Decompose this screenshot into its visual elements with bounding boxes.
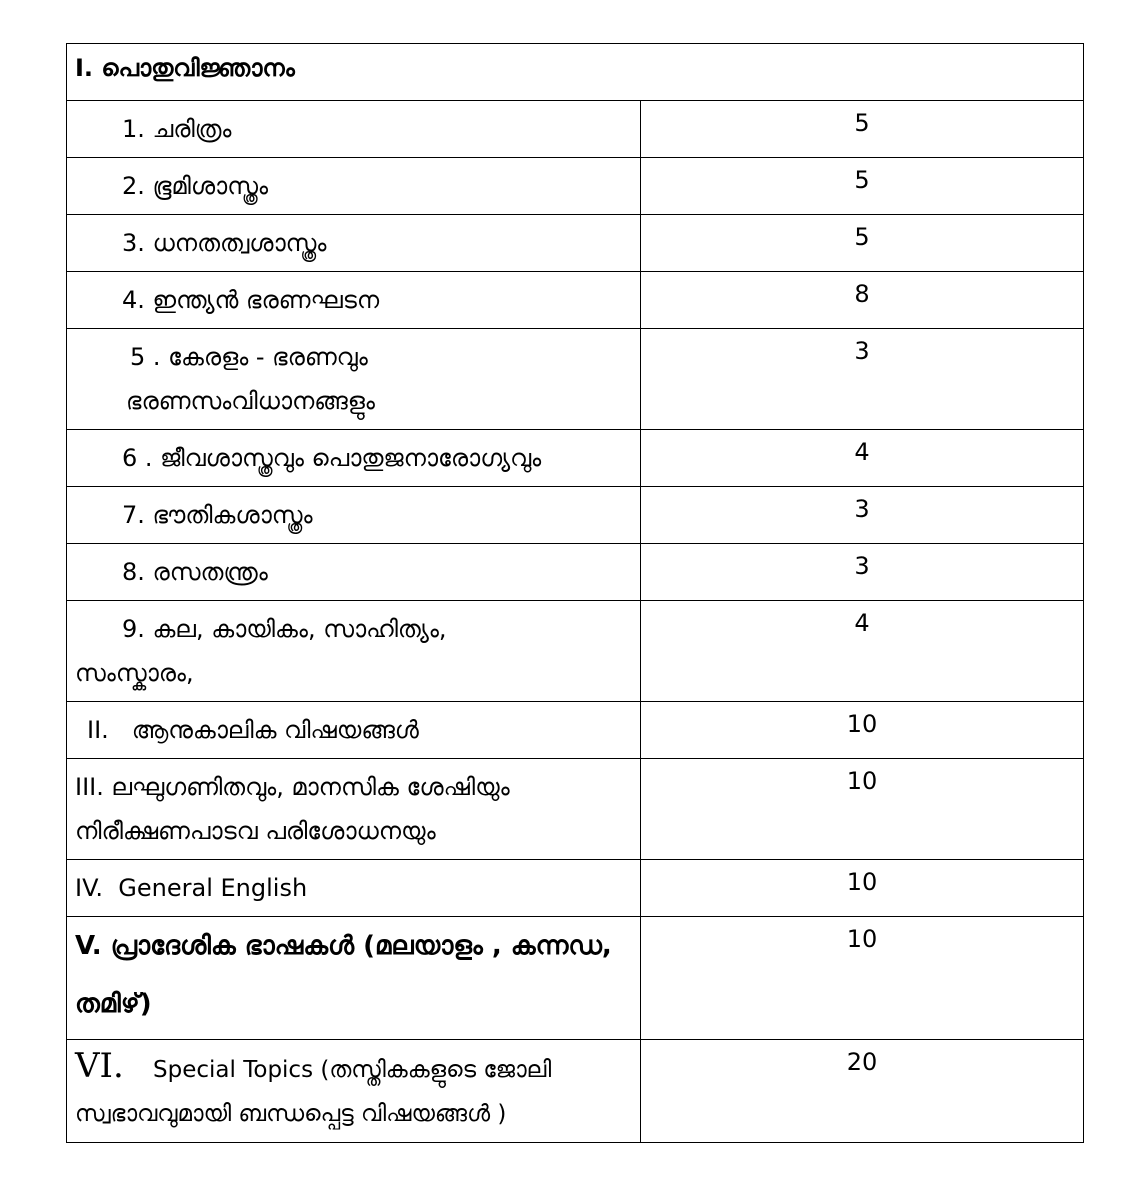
section-numeral: II.	[87, 716, 109, 744]
section-numeral: III.	[75, 773, 104, 801]
topic-cell: 6 . ജീവശാസ്ത്രവും പൊതുജനാരോഗ്യവും	[67, 430, 641, 487]
marks-cell: 3	[641, 544, 1084, 601]
topic-text: പ്രാദേശിക ഭാഷകൾ (മലയാളം , കന്നഡ,	[110, 931, 612, 961]
topic-cell: 8. രസതന്ത്രം	[67, 544, 641, 601]
topic-cell	[67, 759, 641, 860]
section-numeral: V.	[75, 931, 102, 961]
topic-line: 9. കല, കായികം, സാഹിത്യം,	[122, 615, 447, 643]
topic-cell	[67, 601, 641, 702]
table-row	[67, 759, 1084, 860]
marks-cell: 5	[641, 101, 1084, 158]
section-numeral: IV.	[75, 874, 104, 902]
table-row	[67, 860, 1084, 917]
table-row	[67, 272, 1084, 329]
topic-line: തമിഴ്)	[75, 989, 152, 1019]
marks-cell: 8	[641, 272, 1084, 329]
marks-cell: 3	[641, 487, 1084, 544]
topic-cell	[67, 917, 641, 1040]
table-row	[67, 329, 1084, 430]
topic-cell: 4. ഇന്ത്യൻ ഭരണഘടന	[67, 272, 641, 329]
marks-cell: 4	[641, 430, 1084, 487]
topic-text: Special Topics (തസ്തികകളുടെ ജോലി	[153, 1057, 552, 1083]
marks-cell: 5	[641, 215, 1084, 272]
marks-cell: 3	[641, 329, 1084, 430]
topic-line: 5 . കേരളം - ഭരണവും	[130, 343, 368, 371]
marks-cell: 10	[641, 702, 1084, 759]
marks-cell: 10	[641, 759, 1084, 860]
topic-cell: 2. ഭൂമിശാസ്ത്രം	[67, 158, 641, 215]
table-row	[67, 101, 1084, 158]
topic-line: ഭരണസംവിധാനങ്ങളും	[126, 387, 375, 415]
table-row	[67, 601, 1084, 702]
topic-line	[75, 765, 630, 809]
marks-cell: 4	[641, 601, 1084, 702]
marks-cell: 10	[641, 917, 1084, 1040]
section-numeral: VI.	[75, 1046, 124, 1086]
topic-line	[75, 1044, 630, 1092]
topic-line: നിരീക്ഷണപാടവ പരിശോധനയും	[75, 817, 436, 845]
table-row	[67, 702, 1084, 759]
topic-cell: 1. ചരിത്രം	[67, 101, 641, 158]
section-header-row	[67, 44, 1084, 101]
topic-line	[75, 917, 630, 975]
table-row	[67, 430, 1084, 487]
table-row	[67, 544, 1084, 601]
marks-cell: 20	[641, 1040, 1084, 1143]
syllabus-table	[66, 43, 1084, 1143]
topic-cell: 7. ഭൗതികശാസ്ത്രം	[67, 487, 641, 544]
topic-cell	[67, 860, 641, 917]
table-row	[67, 215, 1084, 272]
topic-cell: 3. ധനതത്വശാസ്ത്രം	[67, 215, 641, 272]
table-row	[67, 487, 1084, 544]
topic-line: സംസ്കാരം,	[75, 659, 194, 687]
marks-cell: 10	[641, 860, 1084, 917]
topic-text: ലഘുഗണിതവും, മാനസിക ശേഷിയും	[111, 773, 510, 801]
table-row	[67, 1040, 1084, 1143]
topic-text: General English	[118, 874, 308, 902]
topic-line: സ്വഭാവവുമായി ബന്ധപ്പെട്ട വിഷയങ്ങൾ )	[75, 1101, 507, 1127]
topic-text: ആനുകാലിക വിഷയങ്ങൾ	[131, 716, 419, 744]
marks-cell: 5	[641, 158, 1084, 215]
table-row	[67, 158, 1084, 215]
topic-cell	[67, 1040, 641, 1143]
topic-cell	[67, 329, 641, 430]
table-row	[67, 917, 1084, 1040]
section-header-general-knowledge: I. പൊതുവിജ്ഞാനം	[67, 44, 1084, 101]
topic-cell	[67, 702, 641, 759]
